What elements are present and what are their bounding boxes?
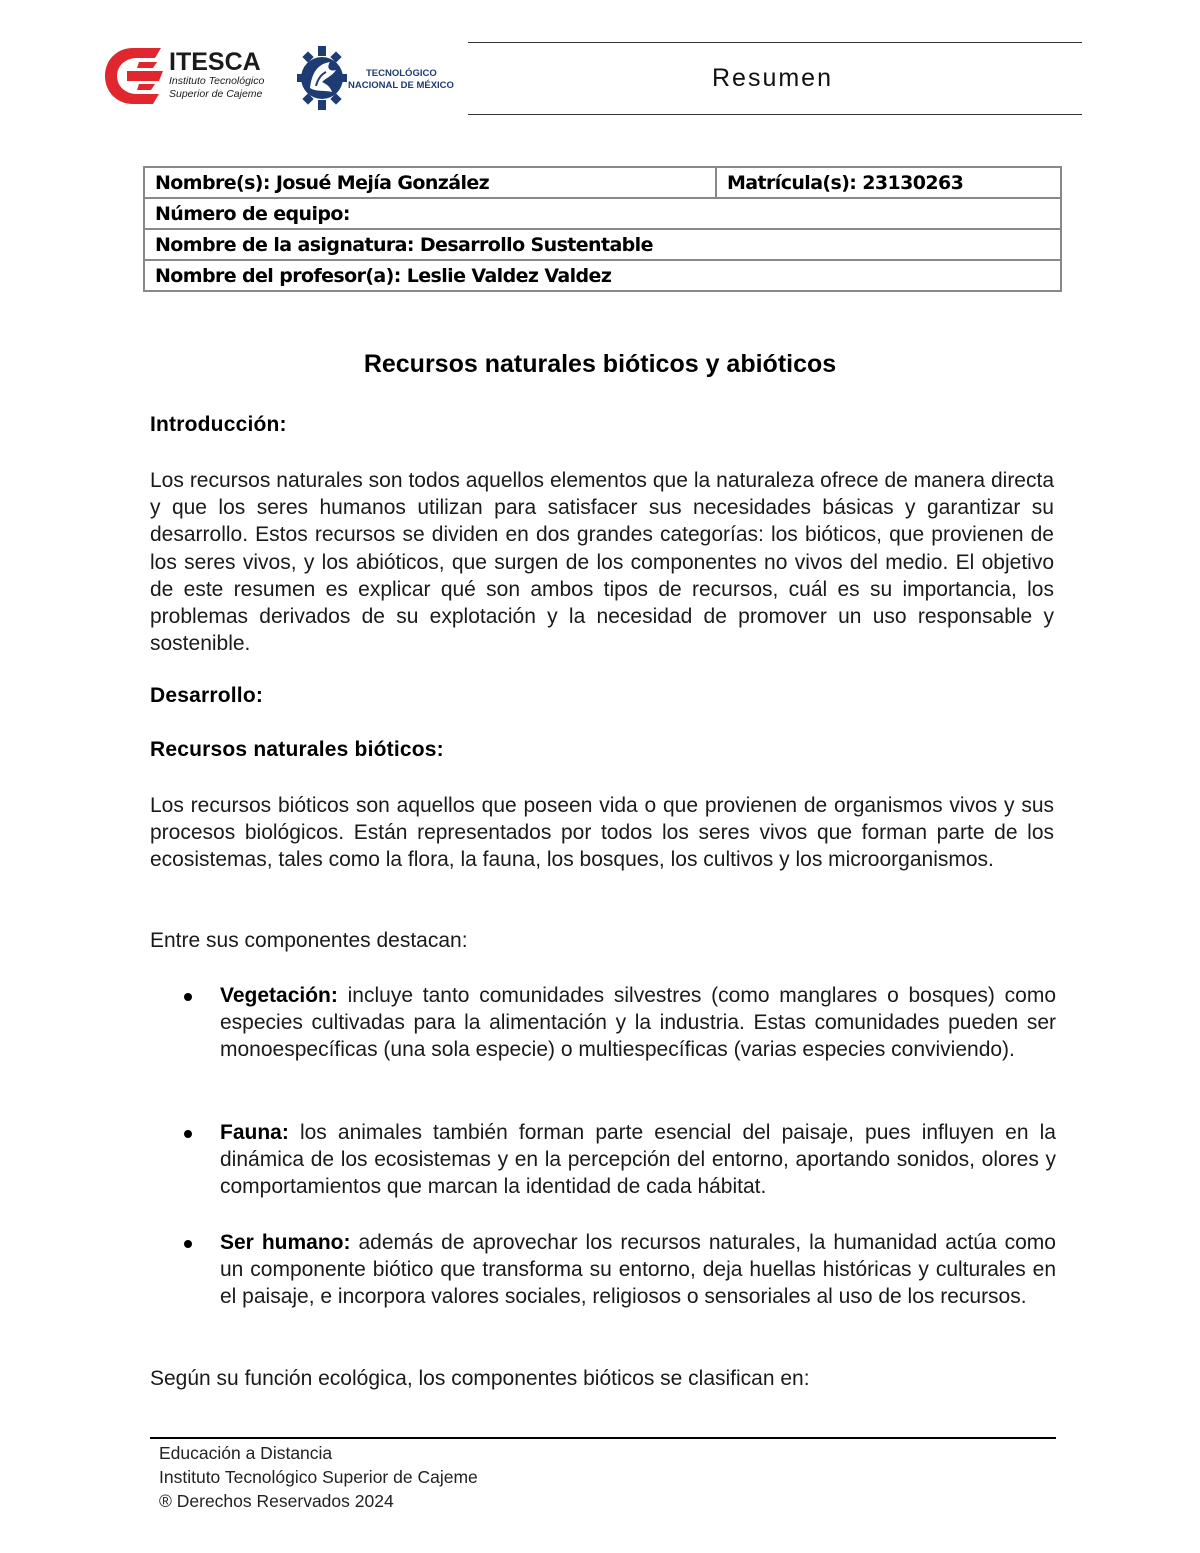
table-row bbox=[144, 198, 1061, 229]
list-item-term: Fauna: bbox=[220, 1121, 289, 1144]
bullet-icon bbox=[184, 1240, 192, 1248]
components-intro: Entre sus componentes destacan: bbox=[150, 929, 468, 952]
footer-line: Educación a Distancia bbox=[159, 1443, 333, 1463]
svg-text:TECNOLÓGICO: TECNOLÓGICO bbox=[366, 68, 437, 79]
bullet-icon bbox=[184, 1130, 192, 1138]
list-item-text: además de aprovechar los recursos naturales, la humanidad actúa como un componente biótico que transforma su entorno, deja huellas históricas y culturales en el paisaje, e incorpora valores sociales, religiosos o sensoriales al uso de los recursos. bbox=[220, 1231, 1056, 1309]
table-row bbox=[144, 229, 1061, 260]
list-item bbox=[220, 982, 1056, 1064]
intro-paragraph: Los recursos naturales son todos aquellos elementos que la naturaleza ofrece de manera directa y que los seres humanos utilizan para satisfacer sus necesidades básicas y garantizar su desarrollo. Estos recursos se dividen en dos grandes categorías: los bióticos, que provienen de los seres vivos, y los abióticos, que surgen de los componentes no vivos del medio. El objetivo de este resumen es explicar qué son ambos tipos de recursos, cuál es su importancia, los problemas derivados de su explotación y la necesidad de promover un uso responsable y sostenible. bbox=[150, 469, 1054, 656]
footer-rule bbox=[150, 1437, 1056, 1439]
list-item-term: Ser humano: bbox=[220, 1231, 351, 1254]
document-title: Recursos naturales bióticos y abióticos bbox=[363, 350, 837, 378]
footer bbox=[159, 1441, 478, 1513]
list-item bbox=[220, 1229, 1056, 1311]
list-item-text: los animales también forman parte esencial del paisaje, pues influyen en la dinámica de los ecosistemas y en la percepción del entorno, aportando sonidos, olores y comportamientos que marcan la identidad de cada hábitat. bbox=[220, 1121, 1056, 1199]
header-title: Resumen bbox=[712, 64, 833, 92]
itesca-logo bbox=[103, 44, 283, 108]
list-item-term: Vegetación: bbox=[220, 984, 338, 1007]
student-info-table bbox=[143, 166, 1062, 292]
subject-cell: Nombre de la asignatura: Desarrollo Sustentable bbox=[144, 229, 1061, 260]
footer-line: ® Derechos Reservados 2024 bbox=[159, 1491, 394, 1511]
footer-line: Instituto Tecnológico Superior de Cajeme bbox=[159, 1467, 478, 1487]
tecnm-logo bbox=[296, 42, 466, 114]
intro-heading: Introducción: bbox=[150, 413, 287, 436]
list-item bbox=[220, 1119, 1056, 1201]
list-item-text: incluye tanto comunidades silvestres (como manglares o bosques) como especies cultivadas para la alimentación y la industria. Estas comunidades pueden ser monoespecíficas (una sola especie) o multiespecíficas (varias especies conviviendo). bbox=[220, 984, 1056, 1062]
table-row bbox=[144, 260, 1061, 291]
professor-cell: Nombre del profesor(a): Leslie Valdez Valdez bbox=[144, 260, 1061, 291]
svg-text:Superior de Cajeme: Superior de Cajeme bbox=[169, 88, 263, 100]
svg-text:Instituto Tecnológico: Instituto Tecnológico bbox=[169, 75, 265, 87]
biotic-heading: Recursos naturales bióticos: bbox=[150, 738, 444, 761]
matricula-cell: Matrícula(s): 23130263 bbox=[716, 167, 1061, 198]
biotic-paragraph: Los recursos bióticos son aquellos que poseen vida o que provienen de organismos vivos y sus procesos biológicos. Están representados por todos los seres vivos que forman parte de los ecosistemas, tales como la flora, la fauna, los bosques, los cultivos y los microorganismos. bbox=[150, 794, 1054, 872]
team-number-cell: Número de equipo: bbox=[144, 198, 1061, 229]
header-bottom-rule bbox=[468, 114, 1082, 115]
svg-text:ITESCA: ITESCA bbox=[169, 48, 261, 76]
svg-text:NACIONAL DE MÉXICO: NACIONAL DE MÉXICO bbox=[348, 80, 454, 91]
classification-intro: Según su función ecológica, los componentes bióticos se clasifican en: bbox=[150, 1367, 810, 1390]
table-row bbox=[144, 167, 1061, 198]
development-heading: Desarrollo: bbox=[150, 684, 264, 707]
student-name-cell: Nombre(s): Josué Mejía González bbox=[144, 167, 716, 198]
bullet-icon bbox=[184, 993, 192, 1001]
header-top-rule bbox=[468, 42, 1082, 43]
